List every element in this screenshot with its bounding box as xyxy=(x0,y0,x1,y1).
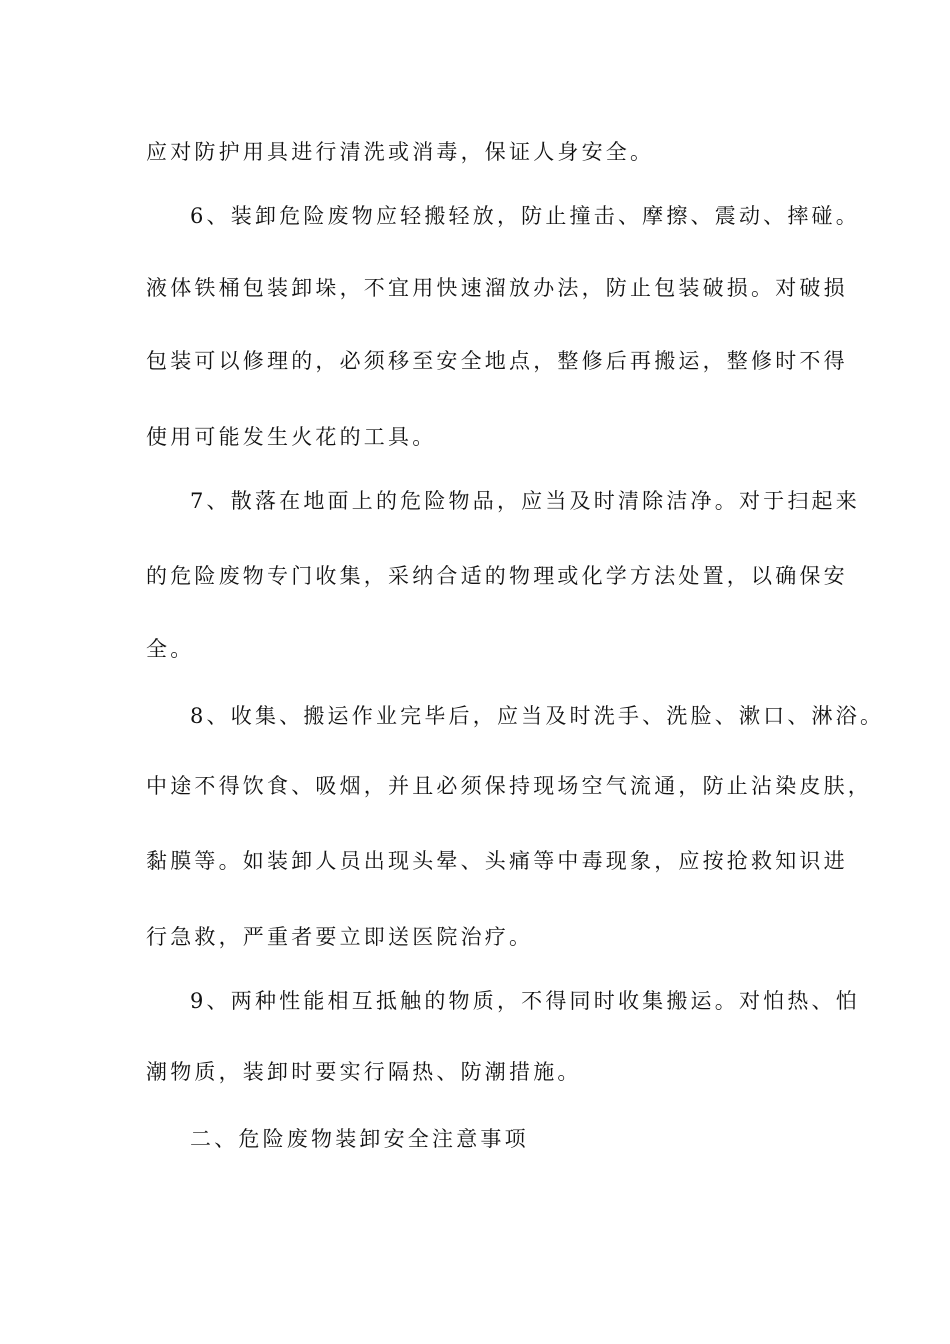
item-9-line-2: 潮物质，装卸时要实行隔热、防潮措施。 xyxy=(146,1060,582,1084)
item-8-line-3: 黏膜等。如装卸人员出现头晕、头痛等中毒现象，应按抢救知识进 xyxy=(146,849,848,873)
item-7-line-2: 的危险废物专门收集，采纳合适的物理或化学方法处置，以确保安 xyxy=(146,564,848,588)
section-heading: 二、危险废物装卸安全注意事项 xyxy=(190,1127,529,1151)
text-line-1: 应对防护用具进行清洗或消毒，保证人身安全。 xyxy=(146,140,655,164)
item-8-line-2: 中途不得饮食、吸烟，并且必须保持现场空气流通，防止沾染皮肤， xyxy=(146,774,872,798)
item-8-line-4: 行急救，严重者要立即送医院治疗。 xyxy=(146,925,534,949)
item-7-line-3: 全。 xyxy=(146,637,195,661)
item-9-line-1: 9、两种性能相互抵触的物质，不得同时收集搬运。对怕热、怕 xyxy=(190,989,860,1013)
item-7-line-1: 7、散落在地面上的危险物品，应当及时清除洁净。对于扫起来 xyxy=(190,489,860,513)
item-8-line-1: 8、收集、搬运作业完毕后，应当及时洗手、洗脸、漱口、淋浴。 xyxy=(190,704,885,728)
item-6-line-1: 6、装卸危险废物应轻搬轻放，防止撞击、摩擦、震动、摔碰。 xyxy=(190,204,860,228)
item-6-line-2: 液体铁桶包装卸垛，不宜用快速溜放办法，防止包装破损。对破损 xyxy=(146,276,848,300)
item-6-line-4: 使用可能发生火花的工具。 xyxy=(146,425,437,449)
item-6-line-3: 包装可以修理的，必须移至安全地点，整修后再搬运，整修时不得 xyxy=(146,349,848,373)
